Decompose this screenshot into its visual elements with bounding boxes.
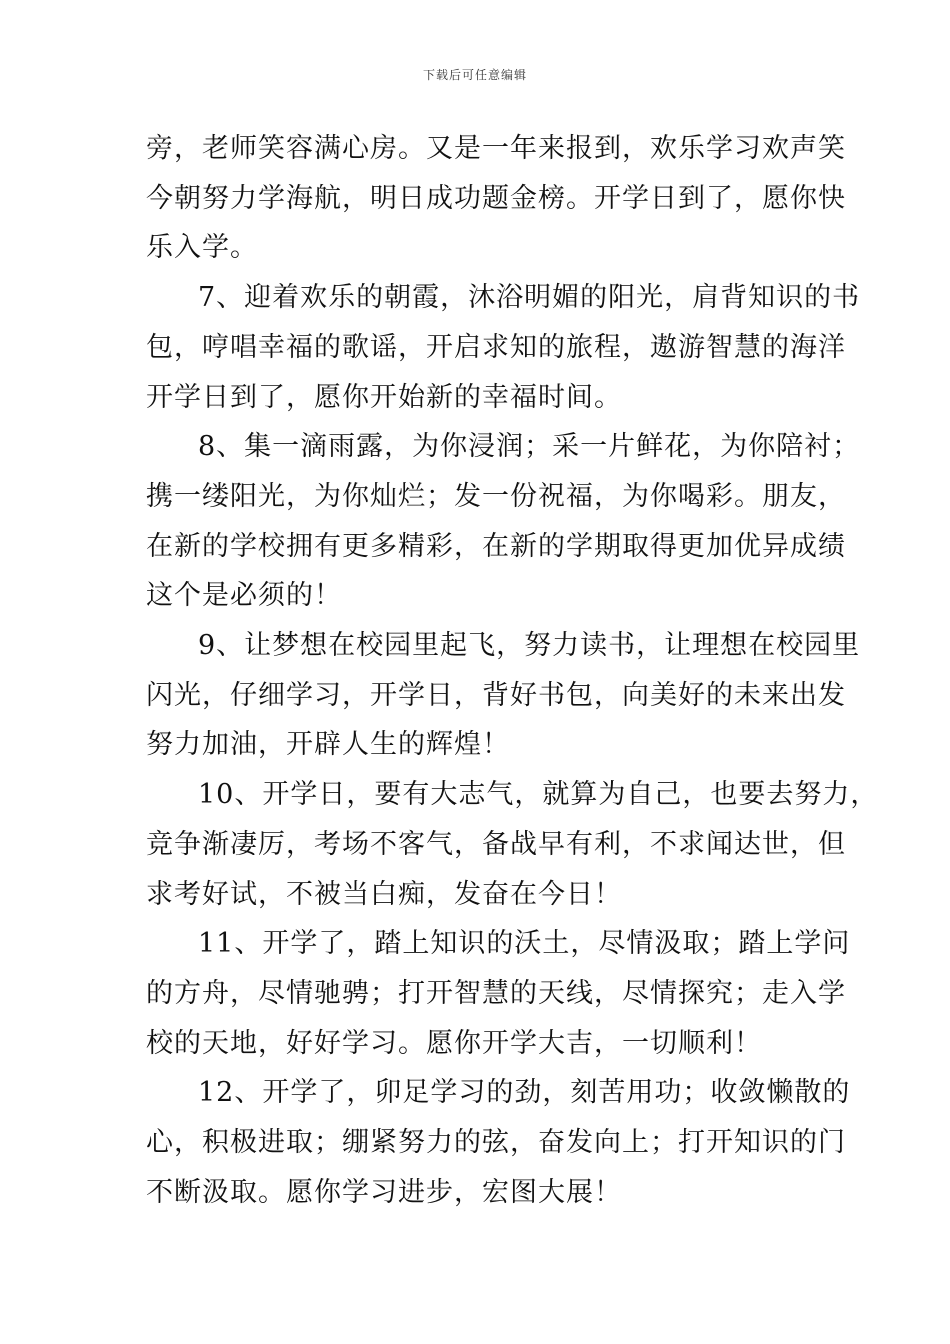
text-line: 开学日到了，愿你开始新的幸福时间。 — [146, 381, 622, 413]
text-line: 不断汲取。愿你学习进步，宏图大展！ — [146, 1176, 622, 1208]
paragraph-item-9 — [146, 621, 861, 770]
text-line: 求考好试，不被当白痴，发奋在今日！ — [146, 878, 622, 910]
text-line: 12、开学了，卯足学习的劲，刻苦用功；收敛懒散的 — [198, 1077, 851, 1109]
header-note: 下载后可任意编辑 — [422, 68, 527, 82]
text-line: 心，积极进取；绷紧努力的弦，奋发向上；打开知识的门 — [146, 1127, 846, 1159]
text-line: 旁，老师笑容满心房。又是一年来报到，欢乐学习欢声笑 — [146, 133, 846, 164]
text-line: 的方舟，尽情驰骋；打开智慧的天线，尽情探究；走入学 — [146, 977, 846, 1009]
text-line: 9、让梦想在校园里起飞，努力读书，让理想在校园里 — [198, 630, 861, 662]
text-line: 携一缕阳光，为你灿烂；发一份祝福，为你喝彩。朋友， — [146, 480, 846, 512]
text-line: 闪光，仔细学习，开学日，背好书包，向美好的未来出发 — [146, 679, 846, 711]
text-line: 8、集一滴雨露，为你浸润；采一片鲜花，为你陪衬； — [198, 431, 861, 463]
paragraph-item-8 — [146, 422, 861, 621]
text-line: 7、迎着欢乐的朝霞，沐浴明媚的阳光，肩背知识的书 — [198, 282, 861, 314]
paragraph-item-10 — [146, 770, 879, 919]
text-line: 努力加油，开辟人生的辉煌！ — [146, 729, 510, 761]
text-line: 10、开学日，要有大志气，就算为自己，也要去努力， — [198, 779, 879, 811]
paragraph-item-7 — [146, 273, 861, 422]
document-body — [146, 124, 879, 1217]
paragraph-item-12 — [146, 1068, 851, 1217]
text-line: 乐入学。 — [146, 232, 258, 264]
text-line: 今朝努力学海航，明日成功题金榜。开学日到了，愿你快 — [146, 182, 846, 214]
text-line: 包，哼唱幸福的歌谣，开启求知的旅程，遨游智慧的海洋 — [146, 331, 846, 363]
text-line: 竞争渐凄厉，考场不客气，备战早有利，不求闻达世，但 — [146, 828, 846, 860]
text-line: 11、开学了，踏上知识的沃土，尽情汲取；踏上学问 — [198, 928, 851, 960]
text-line: 在新的学校拥有更多精彩，在新的学期取得更加优异成绩 — [146, 530, 846, 562]
text-line: 这个是必须的！ — [146, 580, 342, 612]
paragraph-continuation — [146, 124, 846, 273]
paragraph-item-11 — [146, 919, 851, 1068]
text-line: 校的天地，好好学习。愿你开学大吉，一切顺利！ — [146, 1027, 762, 1059]
